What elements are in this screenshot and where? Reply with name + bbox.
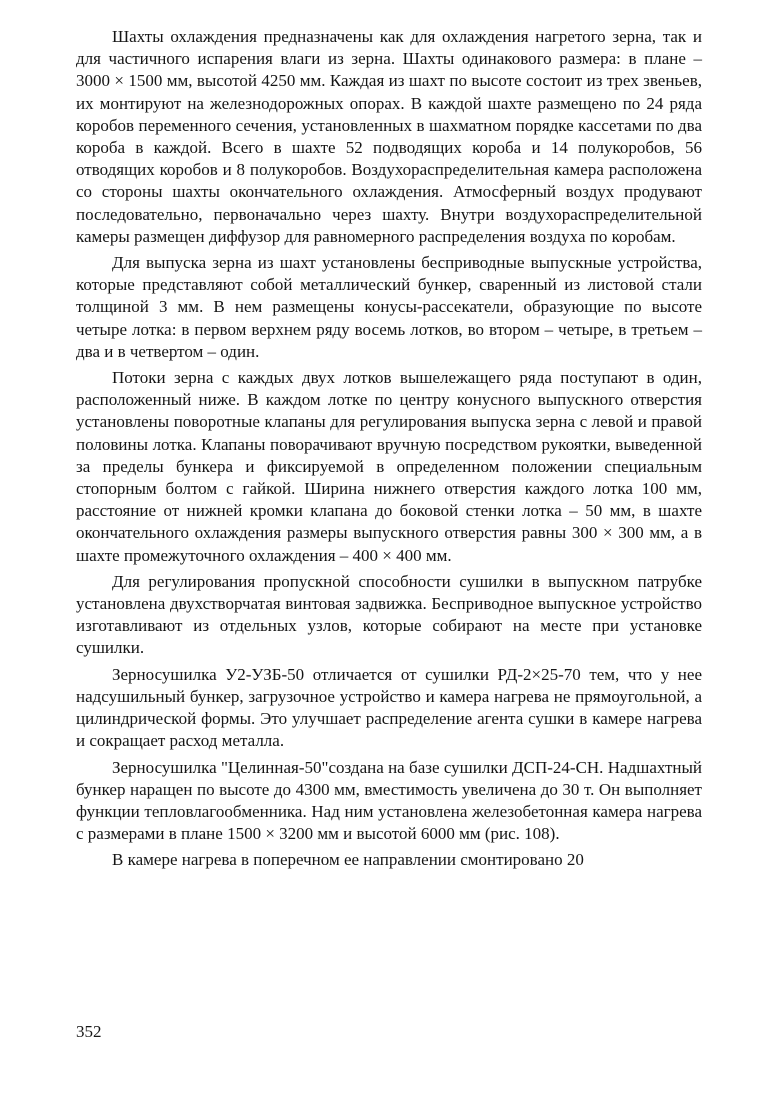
paragraph-grain-flows: Потоки зерна с каждых двух лотков вышележащего ряда поступают в один, расположенный ниже. В каждом лотке по центру конусного выпускного отверстия установлены поворотные клапаны для регулирования выпуска зерна с левой и правой половины лотка. Клапаны поворачивают вручную посредством рукоятки, выведенной за пределы бункера и фиксируемой в определенном положении специальным стопорным болтом с гайкой. Ширина нижнего отверстия каждого лотка 100 мм, расстояние от нижней кромки клапана до боковой стенки лотка – 50 мм, в шахте окончательного охлаждения размеры выпускного отверстия равны 300 × 300 мм, а в шахте промежуточного охлаждения – 400 × 400 мм. xyxy=(76,368,702,565)
paragraph-heating-chamber: В камере нагрева в поперечном ее направлении смонтировано 20 xyxy=(112,850,584,870)
paragraph-cooling-shafts: Шахты охлаждения предназначены как для охлаждения нагретого зерна, так и для частичного испарения влаги из зерна. Шахты одинакового размера: в плане – 3000 × 1500 мм, высотой 4250 мм. Каждая из шахт по высоте состоит из трех звеньев, их монтируют на железнодорожных опорах. В каждой шахте размещено по 24 ряда коробов переменного сечения, установленных в шахматном порядке кассетами по два короба в каждой. Всего в шахте 52 подводящих короба и 14 полукоробов, 56 отводящих коробов и 8 полукоробов. Воздухораспределительная камера расположена со стороны шахты окончательного охлаждения. Атмосферный воздух продувают последовательно, первоначально через шахту. Внутри воздухораспределительной камеры размещен диффузор для равномерного распределения воздуха по коробам. xyxy=(76,27,702,246)
paragraph-dryer-u2-uzb-50: Зерносушилка У2-УЗБ-50 отличается от сушилки РД-2×25-70 тем, что у нее надсушильный бункер, загрузочное устройство и камера нагрева не прямоугольной, а цилиндрической формы. Это улучшает распределение агента сушки в камере нагрева и сокращает расход металла. xyxy=(76,664,702,751)
page-number: 352 xyxy=(76,1022,102,1041)
page-body xyxy=(76,26,702,876)
paragraph-dryer-tselinnaya-50: Зерносушилка "Целинная-50"создана на базе сушилки ДСП-24-СН. Надшахтный бункер наращен по высоте до 4300 мм, вместимость увеличена до 30 т. Он выполняет функции тепловлагообменника. Над ним установлена железобетонная камера нагрева с размерами в плане 1500 × 3200 мм и высотой 6000 мм (рис. 108). xyxy=(76,757,702,844)
paragraph-throughput-regulation: Для регулирования пропускной способности сушилки в выпускном патрубке установлена двухстворчатая винтовая задвижка. Бесприводное выпускное устройство изготавливают из отдельных узлов, которые собирают на месте при установке сушилки. xyxy=(76,571,702,658)
paragraph-discharge-devices: Для выпуска зерна из шахт установлены бесприводные выпускные устройства, которые представляют собой металлический бункер, сваренный из листовой стали толщиной 3 мм. В нем размещены конусы-рассекатели, образующие по высоте четыре лотка: в первом верхнем ряду восемь лотков, во втором – четыре, в третьем – два и в четвертом – один. xyxy=(76,253,702,361)
